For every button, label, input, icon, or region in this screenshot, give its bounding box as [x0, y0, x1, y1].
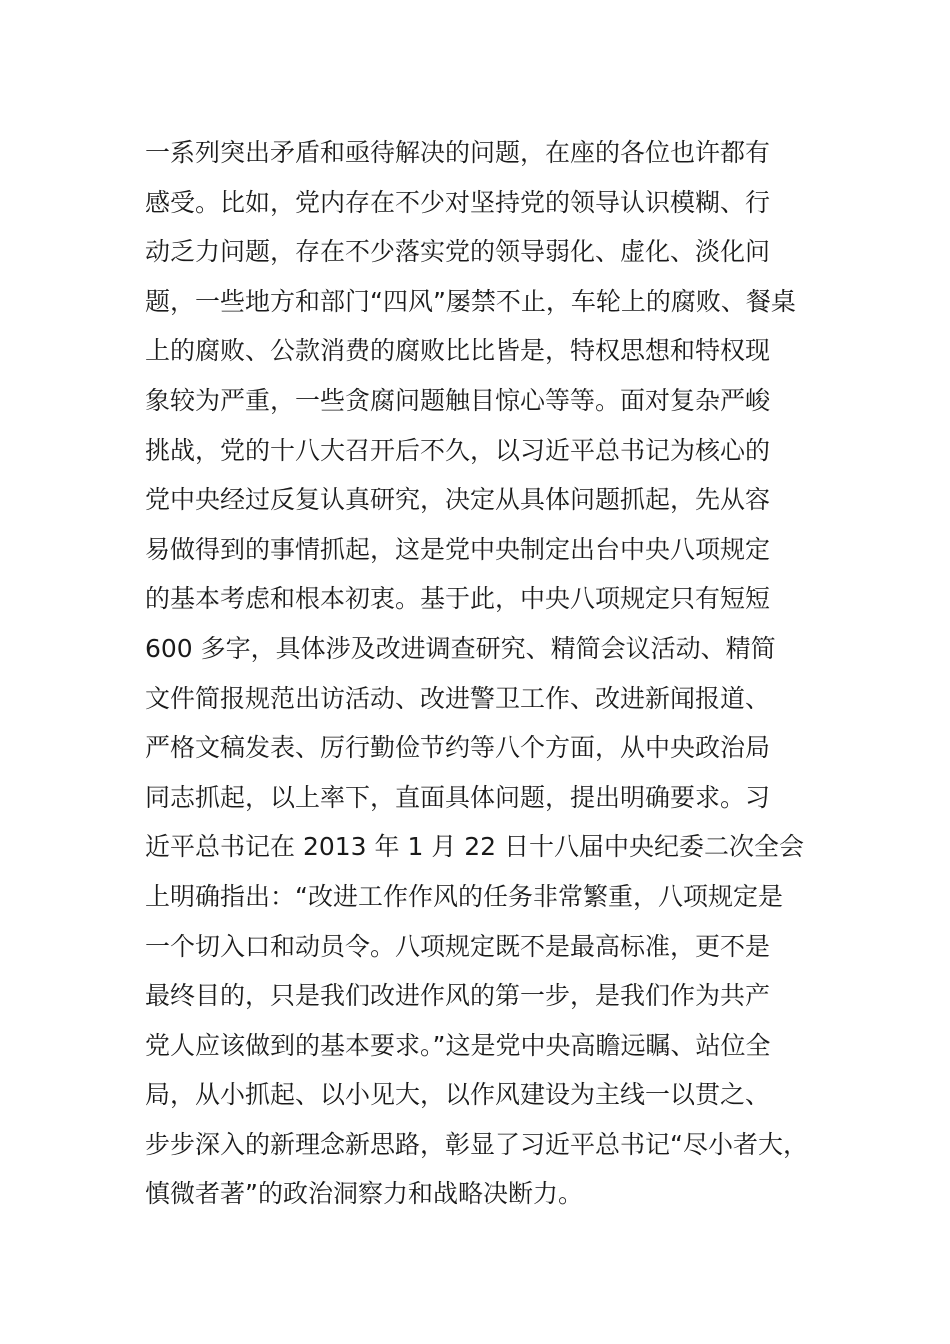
- text-line: 近平总书记在 2013 年 1 月 22 日十八届中央纪委二次全会: [145, 832, 805, 862]
- text-line: 慎微者著”的政治洞察力和战略决断力。: [145, 1179, 583, 1209]
- text-line: 挑战，党的十八大召开后不久，以习近平总书记为核心的: [145, 435, 771, 465]
- text-line: 题，一些地方和部门“四风”屡禁不止，车轮上的腐败、餐桌: [145, 286, 796, 316]
- text-line: 党人应该做到的基本要求。”这是党中央高瞻远瞩、站位全: [145, 1030, 771, 1060]
- text-line: 动乏力问题，存在不少落实党的领导弱化、虚化、淡化问: [145, 237, 771, 267]
- text-line: 易做得到的事情抓起，这是党中央制定出台中央八项规定: [145, 534, 771, 564]
- text-line: 象较为严重，一些贪腐问题触目惊心等等。面对复杂严峻: [145, 385, 771, 415]
- text-line: 的基本考虑和根本初衷。基于此，中央八项规定只有短短: [145, 584, 771, 614]
- text-line: 文件简报规范出访活动、改进警卫工作、改进新闻报道、: [145, 683, 771, 713]
- text-line: 严格文稿发表、厉行勤俭节约等八个方面，从中央政治局: [145, 733, 771, 763]
- text-line: 一系列突出矛盾和亟待解决的问题，在座的各位也许都有: [145, 138, 771, 167]
- text-line: 党中央经过反复认真研究，决定从具体问题抓起，先从容: [145, 485, 771, 515]
- body-paragraph: [145, 128, 845, 1219]
- text-line: 最终目的，只是我们改进作风的第一步，是我们作为共产: [145, 981, 771, 1011]
- text-line: 感受。比如，党内存在不少对坚持党的领导认识模糊、行: [145, 187, 771, 217]
- text-line: 上明确指出：“改进工作作风的任务非常繁重，八项规定是: [145, 881, 783, 911]
- text-line: 600 多字，具体涉及改进调查研究、精简会议活动、精简: [145, 633, 776, 663]
- text-line: 上的腐败、公款消费的腐败比比皆是，特权思想和特权现: [145, 336, 771, 366]
- text-line: 同志抓起，以上率下，直面具体问题，提出明确要求。习: [145, 782, 771, 812]
- text-line: 一个切入口和动员令。八项规定既不是最高标准，更不是: [145, 931, 771, 961]
- text-line: 局，从小抓起、以小见大，以作风建设为主线一以贯之、: [145, 1080, 771, 1110]
- text-line: 步步深入的新理念新思路，彰显了习近平总书记“尽小者大，: [145, 1129, 808, 1159]
